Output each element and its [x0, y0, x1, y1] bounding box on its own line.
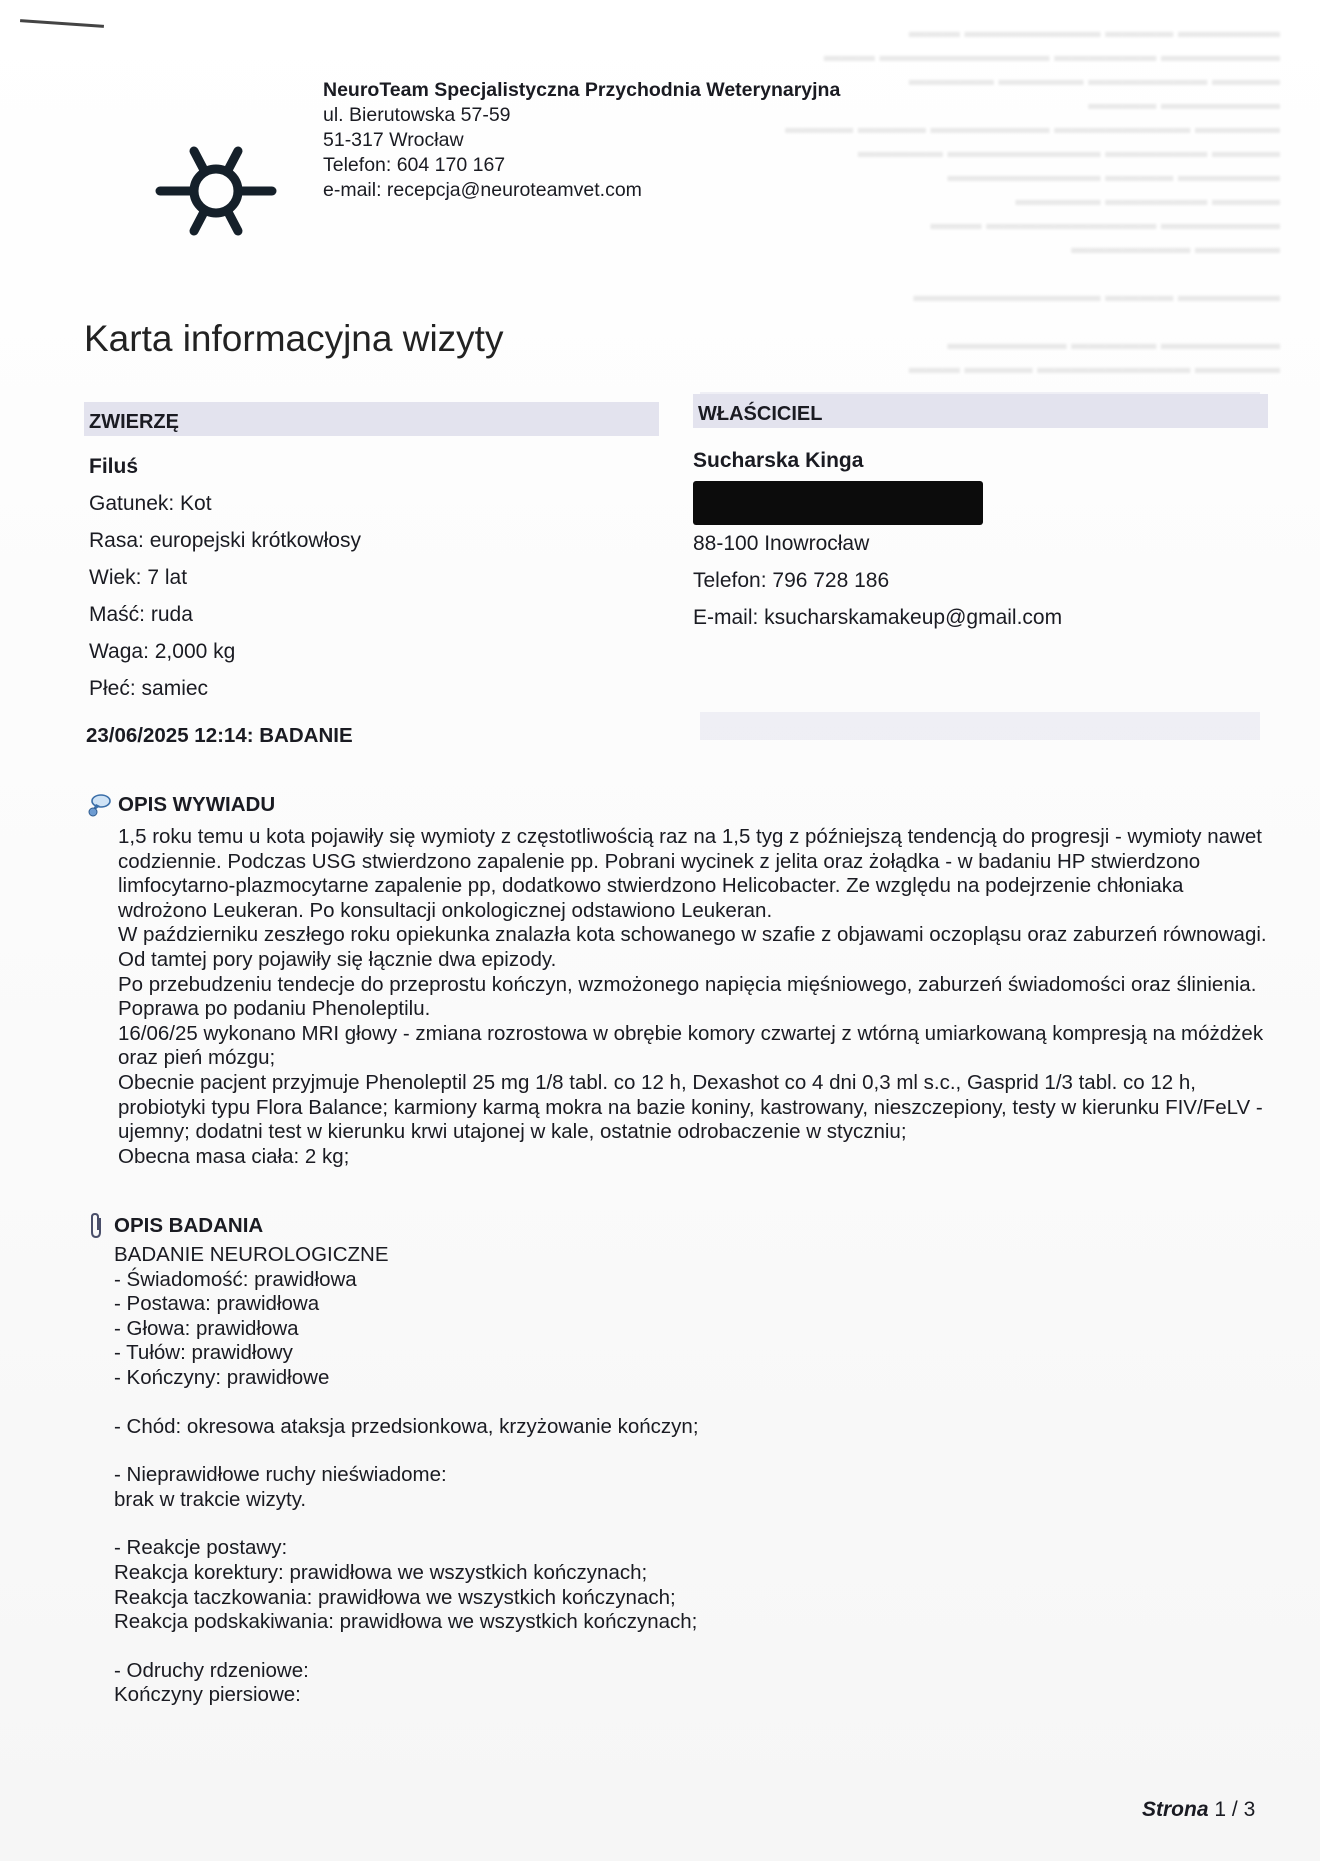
page-title: Karta informacyjna wizyty — [84, 318, 504, 359]
exam-line: brak w trakcie wizyty. — [114, 1487, 307, 1511]
owner-details — [693, 442, 1062, 636]
animal-age: Wiek: 7 lat — [89, 566, 188, 589]
exam-line: - Tułów: prawidłowy — [114, 1341, 293, 1365]
animal-color: Maść: ruda — [89, 603, 193, 626]
paperclip-icon — [86, 1212, 108, 1240]
clinic-address: ul. Bierutowska 57-59 — [323, 104, 511, 126]
interview-header-label: OPIS WYWIADU — [118, 793, 276, 816]
clinic-phone: Telefon: 604 170 167 — [323, 154, 506, 176]
exam-line: - Nieprawidłowe ruchy nieświadome: — [114, 1463, 447, 1487]
animal-name: Filuś — [89, 455, 139, 478]
animal-species: Gatunek: Kot — [89, 492, 212, 515]
clinic-name: NeuroTeam Specjalistyczna Przychodnia Weterynaryjna — [323, 79, 841, 101]
exam-line: Kończyny piersiowe: — [114, 1683, 301, 1707]
exam-text — [114, 1243, 874, 1708]
animal-breed: Rasa: europejski krótkowłosy — [89, 529, 361, 552]
page-current: 1 — [1214, 1798, 1227, 1821]
exam-title: BADANIE NEUROLOGICZNE — [114, 1243, 389, 1266]
animal-details — [89, 448, 361, 707]
show-through: ▬▬▬▬▬▬ ▬▬▬▬ ▬▬▬▬▬▬▬▬ ▬▬▬ ▬▬▬▬▬▬▬ ▬▬▬▬▬▬ ▬▬▬▬▬▬▬▬▬▬ ▬▬▬ ▬▬▬▬ ▬▬▬▬▬▬▬ ▬▬▬▬▬ ▬▬▬▬▬ ▬▬▬▬▬▬▬ ▬▬▬▬ ▬▬▬▬▬ ▬▬▬▬▬▬▬▬ ▬▬▬▬▬▬▬ ▬▬▬▬ ▬▬▬▬ ▬▬▬▬ ▬▬▬▬▬▬ ▬▬▬▬▬▬▬▬▬ ▬▬▬▬▬ ▬▬▬▬▬▬ ▬▬▬▬ ▬▬▬▬▬▬▬▬▬ ▬▬▬▬ ▬▬▬▬▬▬ ▬▬▬▬▬ ▬▬▬▬▬▬▬ ▬▬▬▬▬▬▬▬▬▬ ▬▬▬ ▬▬▬▬▬ ▬▬▬▬▬▬▬ ▬▬▬▬▬▬ ▬▬▬▬ ▬▬▬▬▬▬▬▬▬▬▬ ▬▬▬▬▬▬▬ ▬▬▬▬▬ ▬▬▬▬▬▬▬ ▬▬▬▬▬ ▬▬▬▬▬▬▬▬▬ ▬▬▬▬ ▬▬▬ — [785, 22, 1280, 377]
exam-line: Reakcja podskakiwania: prawidłowa we wszystkich kończynach; — [114, 1610, 698, 1634]
scan-mark — [20, 19, 104, 28]
interview-paragraph: W październiku zeszłego roku opiekunka znalazła kota schowanego w szafie z objawami oczopląsu oraz zaburzeń równowagi. Od tamtej pory pojawiły się łącznie dwa epizody. — [118, 923, 1267, 971]
exam-line: - Głowa: prawidłowa — [114, 1316, 299, 1340]
exam-line: - Odruchy rdzeniowe: — [114, 1658, 309, 1682]
clinic-info — [323, 78, 840, 203]
page-separator: / — [1231, 1798, 1238, 1821]
exam-line: - Kończyny: prawidłowe — [114, 1365, 330, 1389]
exam-header-label: OPIS BADANIA — [114, 1214, 264, 1237]
owner-name: Sucharska Kinga — [693, 449, 864, 472]
exam-header — [86, 1212, 263, 1240]
animal-sex: Płeć: samiec — [89, 677, 209, 700]
owner-section-header: WŁAŚCICIEL — [693, 394, 1268, 428]
exam-line: - Reakcje postawy: — [114, 1536, 288, 1560]
interview-paragraph: 1,5 roku temu u kota pojawiły się wymioty z częstotliwością raz na 1,5 tyg z późniejszą tendencją do progresji - wymioty nawet codziennie. Podczas USG stwierdzono zapalenie pp. Pobrani wycinek z jelita oraz żołądka - w badaniu HP stwierdzono limfocytarno-plazmocytarne zapalenie pp, dodatkowo stwierdzono Helicobacter. Ze względu na podejrzenie chłoniaka wdrożono Leukeran. Po konsultacji onkologicznej odstawiono Leukeran. — [118, 825, 1262, 922]
interview-header — [86, 792, 275, 818]
visit-header: 23/06/2025 12:14: BADANIE — [86, 724, 353, 747]
animal-weight: Waga: 2,000 kg — [89, 640, 236, 663]
interview-paragraph: 16/06/25 wykonano MRI głowy - zmiana rozrostowa w obrębie komory czwartej z wtórną umiarkowaną kompresją na móżdżek oraz pień mózgu; — [118, 1021, 1264, 1070]
owner-phone: Telefon: 796 728 186 — [693, 569, 890, 592]
redacted-address — [693, 481, 983, 525]
clinic-city: 51-317 Wrocław — [323, 129, 464, 151]
page-label: Strona — [1142, 1798, 1209, 1821]
interview-paragraph: Obecnie pacjent przyjmuje Phenoleptil 25 mg 1/8 tabl. co 12 h, Dexashot co 4 dni 0,3 ml s.c., Gasprid 1/3 tabl. co 12 h, probiotyki typu Flora Balance; karmiony karmą mokra na bazie koniny, kastrowany, nieszczepiony, testy w kierunku FIV/FeLV - ujemny; dodatni test w kierunku krwi utajonej w kale, ostatnie odrobaczenie w styczniu; — [118, 1070, 1263, 1144]
exam-line: - Świadomość: prawidłowa — [114, 1267, 357, 1291]
interview-paragraph: Po przebudzeniu tendecje do przeprostu kończyn, wzmożonego napięcia mięśniowego, zaburzeń świadomości oraz ślinienia. Poprawa po podaniu Phenoleptilu. — [118, 972, 1257, 1021]
clinic-email: e-mail: recepcja@neuroteamvet.com — [323, 179, 642, 201]
exam-line: Reakcja taczkowania: prawidłowa we wszystkich kończynach; — [114, 1585, 676, 1609]
exam-line: - Postawa: prawidłowa — [114, 1292, 320, 1316]
interview-text — [118, 825, 1278, 1169]
exam-line: - Chód: okresowa ataksja przedsionkowa, krzyżowanie kończyn; — [114, 1414, 699, 1438]
page-number — [1142, 1798, 1255, 1822]
page-total: 3 — [1243, 1798, 1256, 1821]
clinic-logo-icon — [150, 135, 280, 245]
owner-city: 88-100 Inowrocław — [693, 532, 870, 555]
owner-email: E-mail: ksucharskamakeup@gmail.com — [693, 606, 1063, 629]
animal-section-header: ZWIERZĘ — [84, 402, 659, 436]
exam-line: Reakcja korektury: prawidłowa we wszystkich kończynach; — [114, 1560, 648, 1584]
chat-bubble-icon — [86, 792, 112, 818]
interview-paragraph: Obecna masa ciała: 2 kg; — [118, 1144, 350, 1168]
show-through-bar — [700, 712, 1260, 740]
